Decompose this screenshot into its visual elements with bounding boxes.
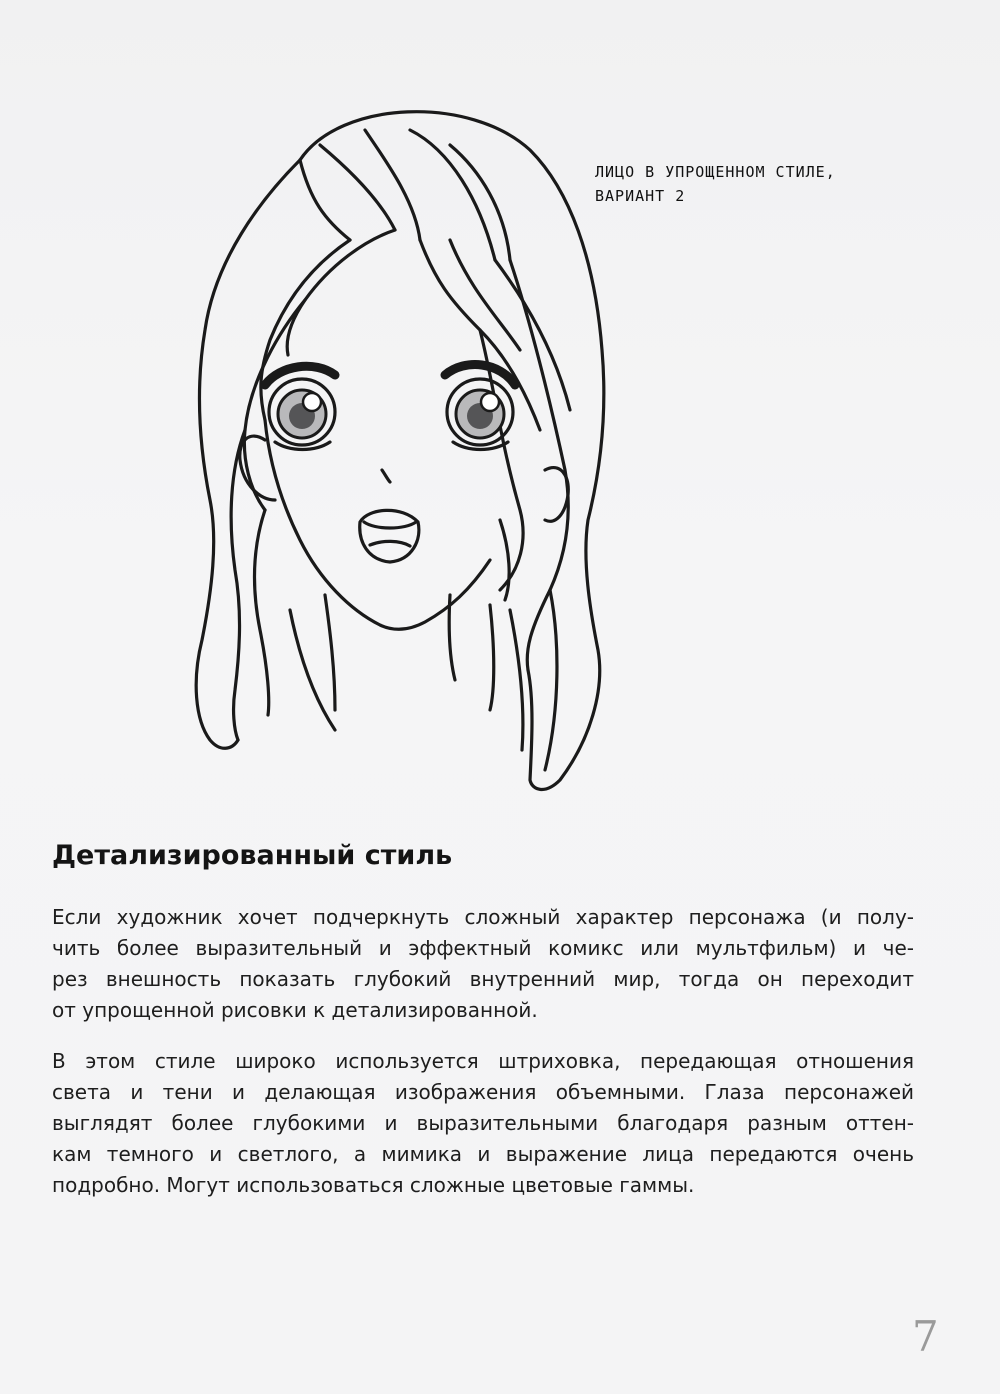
paragraph-2-line: подробно. Могут использоваться сложные цветовые гаммы. — [52, 1173, 695, 1197]
caption-line-2: ВАРИАНТ 2 — [595, 187, 686, 205]
caption-line-1: ЛИЦО В УПРОЩЕННОМ СТИЛЕ, — [595, 163, 836, 181]
anime-face-illustration — [150, 90, 650, 800]
paragraph-2-line: выглядят более глубокими и выразительными благодаря разным оттен- — [52, 1111, 914, 1135]
paragraph-2 — [52, 1046, 914, 1201]
paragraph-1-line: чить более выразительный и эффектный комикс или мультфильм) и че- — [52, 936, 914, 960]
paragraph-1-line: Если художник хочет подчеркнуть сложный характер персонажа (и полу- — [52, 905, 914, 929]
paragraph-2-line: света и тени и делающая изображения объемными. Глаза персонажей — [52, 1080, 914, 1104]
paragraph-1-line: рез внешность показать глубокий внутренний мир, тогда он переходит — [52, 967, 914, 991]
paragraph-2-line: В этом стиле широко используется штриховка, передающая отношения — [52, 1049, 914, 1073]
anime-girl-face-icon — [150, 90, 650, 800]
page-number: 7 — [912, 1312, 939, 1361]
paragraph-1 — [52, 902, 914, 1026]
paragraph-1-line: от упрощенной рисовки к детализированной. — [52, 998, 538, 1022]
paragraph-2-line: кам темного и светлого, а мимика и выражение лица передаются очень — [52, 1142, 914, 1166]
section-title: Детализированный стиль — [52, 840, 453, 871]
